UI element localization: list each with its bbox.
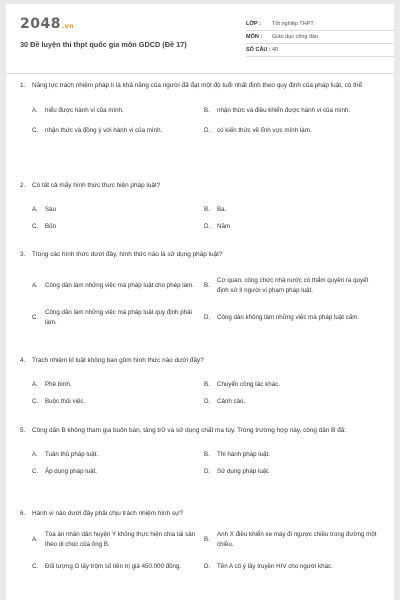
option-c[interactable] — [32, 554, 204, 580]
question-3 — [20, 250, 384, 338]
option-b[interactable] — [204, 98, 384, 124]
option-c[interactable] — [32, 124, 204, 138]
option-text: Tuân thủ pháp luật. — [45, 450, 99, 458]
option-b[interactable] — [204, 526, 384, 554]
question-text: Trách nhiệm kỉ luật không bao gồm hình thức nào dưới đây? — [32, 357, 204, 364]
option-letter: D. — [204, 126, 211, 134]
question-text: Năng lực trách nhiệm pháp lí là khả năng của người đã đạt một độ tuổi nhất định theo quy định của pháp luật, có thể — [32, 82, 363, 89]
question-list — [20, 81, 384, 589]
option-text: Cơ quan, công chức nhà nước có thẩm quyền ra quyết định xử lí người vi phạm pháp luật. — [217, 277, 369, 294]
meta-row-subject — [246, 31, 394, 44]
question-stem — [20, 181, 384, 192]
option-letter: A. — [32, 281, 38, 289]
logo-text: 2048 — [20, 16, 61, 32]
option-text: Sử dụng pháp luật. — [217, 467, 270, 475]
option-text: Bốn — [45, 222, 57, 230]
option-letter: D. — [204, 222, 211, 230]
option-letter: C. — [32, 313, 39, 321]
meta-row-class — [246, 18, 394, 31]
option-b[interactable] — [204, 267, 384, 305]
question-2 — [20, 181, 384, 233]
option-letter: D. — [204, 397, 211, 405]
option-b[interactable] — [204, 445, 384, 465]
option-text: Buộc thôi việc. — [45, 397, 86, 405]
meta-value: Giáo dục công dân — [272, 34, 319, 40]
option-text: Công dân làm những việc mà pháp luật quy định phải làm. — [45, 309, 192, 326]
option-b[interactable] — [204, 375, 384, 395]
answer-options — [32, 445, 384, 479]
option-letter: B. — [204, 450, 210, 458]
option-d[interactable] — [204, 554, 384, 580]
meta-value: 40 — [272, 47, 279, 53]
option-a[interactable] — [32, 526, 204, 554]
option-letter: B. — [204, 380, 210, 388]
option-letter: C. — [32, 397, 39, 405]
option-text: Cảnh cáo. — [217, 397, 246, 405]
question-number: 4. — [20, 357, 26, 364]
question-text: Công dân B không tham gia buôn bán, tàng trữ và sử dụng chất ma túy. Trong trường hợp này, công dân B đã: — [32, 427, 347, 434]
option-c[interactable] — [32, 395, 204, 409]
question-4 — [20, 356, 384, 412]
question-number: 2. — [20, 182, 26, 189]
option-letter: A. — [32, 205, 38, 213]
option-d[interactable] — [204, 305, 384, 331]
option-letter: A. — [32, 106, 38, 114]
option-letter: C. — [32, 222, 39, 230]
option-text: Phê bình. — [45, 380, 72, 388]
option-letter: B. — [204, 205, 210, 213]
answer-options — [32, 267, 384, 331]
option-d[interactable] — [204, 395, 384, 409]
question-stem — [20, 509, 384, 520]
option-text: Công dân không làm những việc mà pháp luật cấm. — [217, 313, 360, 321]
option-text: Ba. — [217, 205, 227, 213]
meta-key: LỚP : — [246, 21, 261, 27]
option-a[interactable] — [32, 267, 204, 305]
option-letter: C. — [32, 562, 39, 570]
exam-meta-table — [246, 18, 394, 57]
option-letter: D. — [204, 313, 211, 321]
option-text: Tên A cố ý lây truyền HIV cho người khác. — [217, 562, 333, 570]
question-number: 6. — [20, 510, 26, 517]
question-text: Có tất cả mấy hình thức thực hiện pháp luật? — [32, 182, 161, 189]
exam-title: 30 Đề luyện thi thpt quốc gia môn GDCD (Đề 17) — [20, 40, 187, 49]
option-letter: B. — [204, 106, 210, 114]
option-c[interactable] — [32, 305, 204, 331]
option-c[interactable] — [32, 465, 204, 479]
option-letter: C. — [32, 467, 39, 475]
option-letter: A. — [32, 380, 38, 388]
option-letter: D. — [204, 562, 211, 570]
question-5 — [20, 426, 384, 494]
answer-options — [32, 98, 384, 138]
question-stem — [20, 81, 384, 92]
option-a[interactable] — [32, 445, 204, 465]
question-number: 3. — [20, 251, 26, 258]
option-d[interactable] — [204, 465, 384, 479]
answer-options — [32, 375, 384, 409]
option-letter: A. — [32, 535, 38, 543]
option-text: Đối tượng G lấy trộm số tiền trị giá 450.000 đồng. — [45, 562, 182, 570]
option-d[interactable] — [204, 220, 384, 234]
option-text: Năm — [217, 222, 231, 230]
option-text: Áp dụng pháp luật. — [45, 467, 97, 475]
option-a[interactable] — [32, 98, 204, 124]
option-text: Chuyển công tác khác. — [217, 380, 280, 388]
header-divider — [6, 73, 394, 74]
option-letter: A. — [32, 450, 38, 458]
question-stem — [20, 426, 384, 437]
question-text: Hành vi nào dưới đây phải chịu trách nhiệm hình sự? — [32, 510, 183, 517]
option-text: có kiến thức về lĩnh vực mình làm. — [217, 126, 312, 134]
option-letter: B. — [204, 281, 210, 289]
question-stem — [20, 250, 384, 261]
site-logo[interactable] — [20, 16, 74, 32]
option-c[interactable] — [32, 220, 204, 234]
meta-key: SỐ CÂU : — [246, 47, 271, 53]
option-letter: B. — [204, 535, 210, 543]
question-6 — [20, 509, 384, 589]
option-b[interactable] — [204, 200, 384, 220]
option-text: Công dân làm những việc mà pháp luật cho phép làm. — [45, 281, 194, 289]
option-text: Anh X điều khiển xe máy đi ngược chiều trong đường một chiều. — [217, 531, 377, 548]
option-text: hiểu được hành vi của mình. — [45, 106, 124, 114]
meta-row-count — [246, 44, 394, 57]
exam-header — [20, 16, 384, 68]
option-text: Sáu — [45, 205, 57, 213]
exam-sheet — [6, 4, 394, 600]
meta-value: Tốt nghiệp THPT — [272, 21, 314, 27]
answer-options — [32, 200, 384, 234]
option-text: nhận thức và điều khiển được hành vi của mình. — [217, 106, 351, 114]
question-text: Trong các hình thức dưới đây, hình thức nào là sử dụng pháp luật? — [32, 251, 223, 258]
question-stem — [20, 356, 384, 367]
option-text: nhận thức và đồng ý với hành vi của mình. — [45, 126, 163, 134]
option-letter: C. — [32, 126, 39, 134]
answer-options — [32, 526, 384, 580]
question-number: 5. — [20, 427, 26, 434]
question-number: 1. — [20, 82, 26, 89]
question-1 — [20, 81, 384, 155]
option-letter: D. — [204, 467, 211, 475]
option-a[interactable] — [32, 375, 204, 395]
option-text: Tòa án nhân dân huyện Y không thực hiện chia tài sản theo di chúc của ông B. — [45, 531, 196, 548]
option-a[interactable] — [32, 200, 204, 220]
meta-key: MÔN : — [246, 34, 263, 40]
option-text: Thi hành pháp luật. — [217, 450, 270, 458]
option-d[interactable] — [204, 124, 384, 138]
logo-suffix: .vn — [61, 23, 74, 30]
